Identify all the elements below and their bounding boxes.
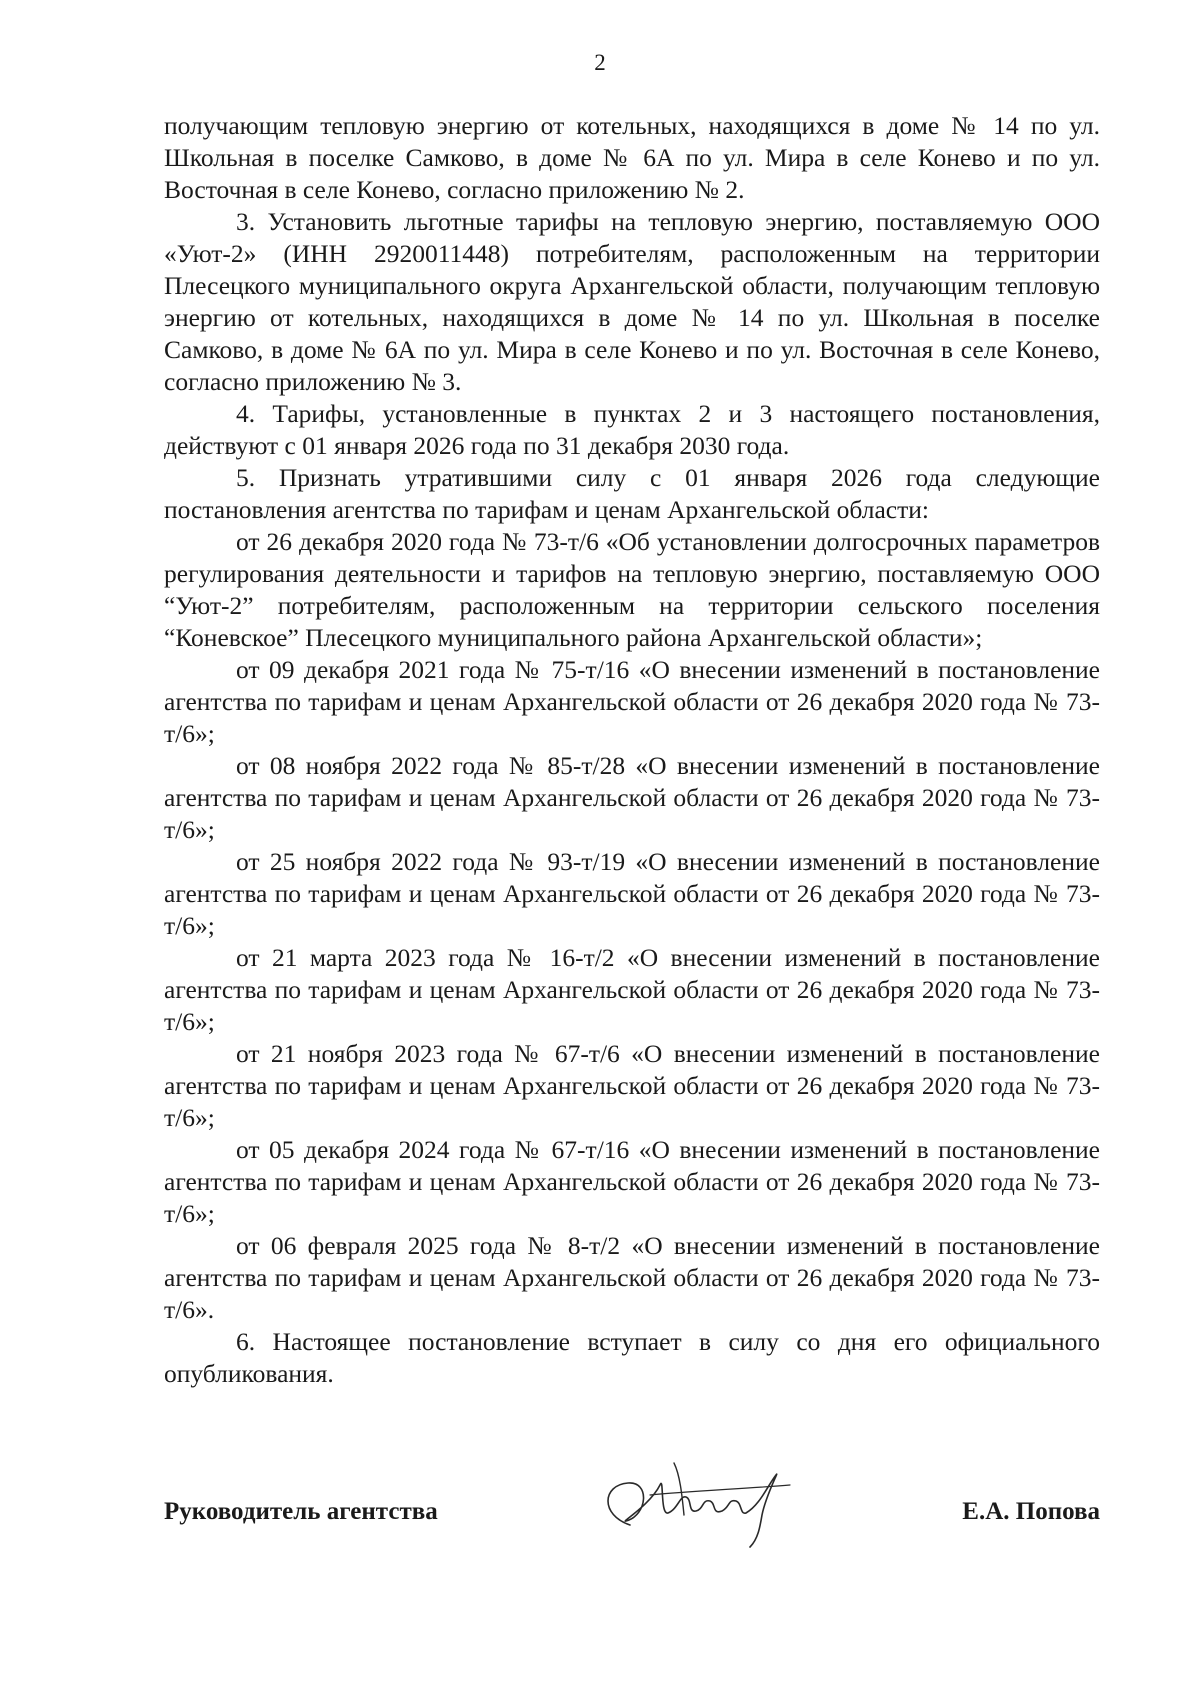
- repealed-act-3: от 08 ноября 2022 года № 85-т/28 «О внесении изменений в постановление агентства по тарифам и ценам Архангельской области от 26 декабря 2020 года № 73-т/6»;: [164, 751, 1100, 844]
- signatory-name: Е.А. Попова: [962, 1498, 1100, 1525]
- repealed-act-8: от 06 февраля 2025 года № 8-т/2 «О внесении изменений в постановление агентства по тарифам и ценам Архангельской области от 26 декабря 2020 года № 73-т/6».: [164, 1231, 1100, 1324]
- repealed-act-7: от 05 декабря 2024 года № 67-т/16 «О внесении изменений в постановление агентства по тарифам и ценам Архангельской области от 26 декабря 2020 года № 73-т/6»;: [164, 1135, 1100, 1228]
- paragraph-item-3: 3. Установить льготные тарифы на тепловую энергию, поставляемую ООО «Уют-2» (ИНН 2920011448) потребителям, расположенным на территории Плесецкого муниципального округа Архангельской области, получающим тепловую энергию от котельных, находящихся в доме № 14 по ул. Школьная в поселке Самково, в доме № 6А по ул. Мира в селе Конево и по ул. Восточная в селе Конево, согласно приложению № 3.: [164, 207, 1100, 396]
- paragraph-item-4: 4. Тарифы, установленные в пунктах 2 и 3 настоящего постановления, действуют с 01 января 2026 года по 31 декабря 2030 года.: [164, 399, 1100, 460]
- document-body: [164, 110, 1100, 1390]
- repealed-act-6: от 21 ноября 2023 года № 67-т/6 «О внесении изменений в постановление агентства по тарифам и ценам Архангельской области от 26 декабря 2020 года № 73-т/6»;: [164, 1039, 1100, 1132]
- repealed-act-4: от 25 ноября 2022 года № 93-т/19 «О внесении изменений в постановление агентства по тарифам и ценам Архангельской области от 26 декабря 2020 года № 73-т/6»;: [164, 847, 1100, 940]
- handwritten-signature: [590, 1455, 810, 1555]
- page-number: 2: [594, 50, 606, 75]
- repealed-act-2: от 09 декабря 2021 года № 75-т/16 «О внесении изменений в постановление агентства по тарифам и ценам Архангельской области от 26 декабря 2020 года № 73-т/6»;: [164, 655, 1100, 748]
- signatory-title: Руководитель агентства: [164, 1498, 438, 1525]
- paragraph-continuation: получающим тепловую энергию от котельных, находящихся в доме № 14 по ул. Школьная в поселке Самково, в доме № 6А по ул. Мира в селе Конево и по ул. Восточная в селе Конево, согласно приложению № 2.: [164, 111, 1100, 204]
- paragraph-item-5: 5. Признать утратившими силу с 01 января 2026 года следующие постановления агентства по тарифам и ценам Архангельской области:: [164, 463, 1100, 524]
- repealed-act-1: от 26 декабря 2020 года № 73-т/6 «Об установлении долгосрочных параметров регулирования деятельности и тарифов на тепловую энергию, поставляемую ООО “Уют-2” потребителям, расположенным на территории сельского поселения “Коневское” Плесецкого муниципального района Архангельской области»;: [164, 527, 1100, 652]
- paragraph-item-6: 6. Настоящее постановление вступает в силу со дня его официального опубликования.: [164, 1327, 1100, 1388]
- repealed-act-5: от 21 марта 2023 года № 16-т/2 «О внесении изменений в постановление агентства по тарифам и ценам Архангельской области от 26 декабря 2020 года № 73-т/6»;: [164, 943, 1100, 1036]
